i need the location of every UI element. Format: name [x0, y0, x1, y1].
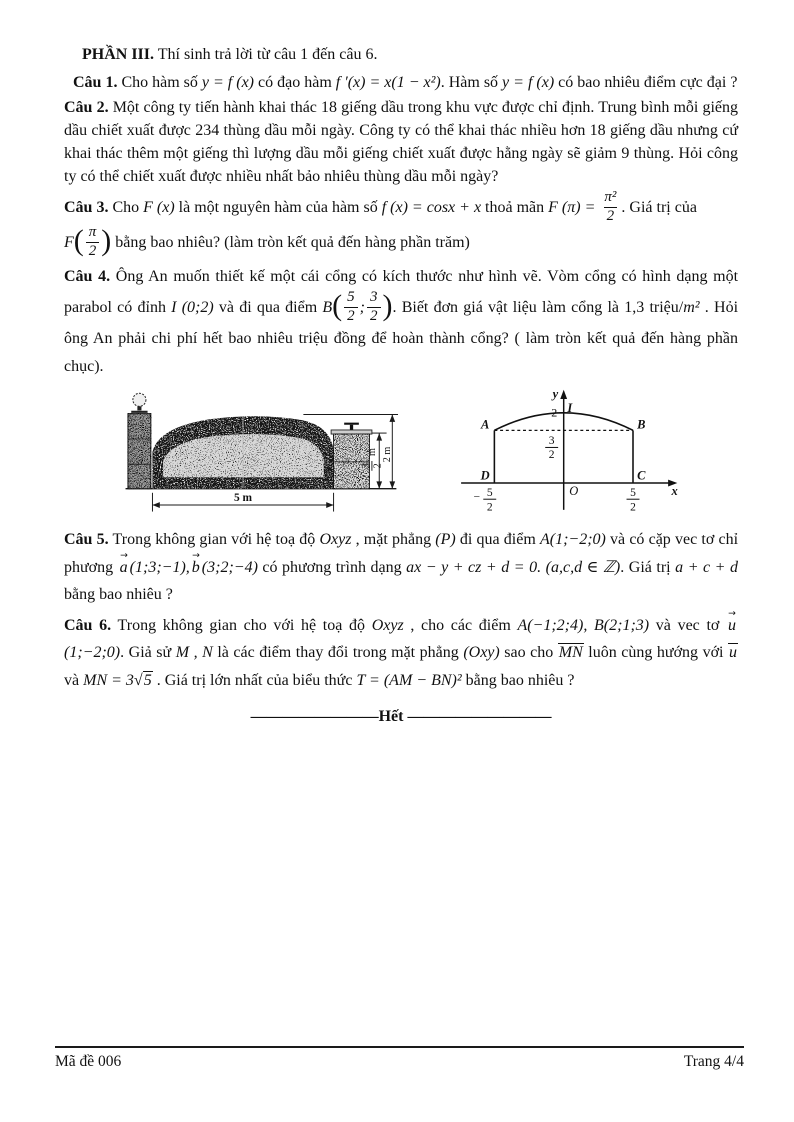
fraction	[344, 290, 358, 325]
close-paren: )	[101, 224, 112, 258]
exam-content	[64, 44, 738, 726]
text-run: Trong không gian cho với hệ toạ độ	[111, 616, 372, 634]
math-run: y = f (x)	[201, 73, 255, 91]
point-d-label: D	[480, 468, 490, 483]
question-label: Câu 1.	[73, 73, 118, 91]
fraction-denominator: 2	[86, 242, 100, 260]
text-run: . Giả sử	[120, 644, 176, 662]
question-label: Câu 6.	[64, 616, 112, 634]
text-run: . Hỏi ông An phải chi phí hết bao nhiêu triệu đồng để hoàn thành cổng? ( làm tròn kết quả đến hàng phần chục).	[64, 298, 739, 375]
origin-label: O	[569, 484, 579, 499]
gate-total-height-label	[382, 447, 393, 463]
text-run: và có cặp vec tơ chỉ phương	[64, 531, 739, 576]
math-run: m²	[683, 298, 700, 316]
math-run: I (0;2)	[171, 298, 214, 316]
math-run: F (x)	[143, 199, 175, 217]
math-run: F	[64, 233, 74, 251]
text-run: thoả mãn	[481, 199, 549, 217]
text-run: bằng bao nhiêu ?	[461, 671, 575, 689]
question-3	[64, 191, 738, 260]
gate-lamp-icon	[133, 394, 146, 407]
math-run: F (π) =	[548, 199, 600, 217]
math-run: T = (AM − BN)²	[356, 671, 462, 689]
vector-run: a →	[118, 554, 130, 582]
question-label: Câu 3.	[64, 199, 109, 217]
math-run: ax − y + cz + d = 0. (a,c,d ∈ ℤ)	[406, 558, 621, 576]
total-height-text: 2 m	[381, 447, 393, 463]
fraction-numerator: 3	[370, 288, 378, 305]
right-tick-numerator: 5	[630, 487, 636, 500]
text-run: bằng bao nhiêu? (làm tròn kết quả đến hàng phần trăm)	[111, 233, 470, 251]
text-run: Một công ty tiến hành khai thác 18 giếng dầu trong khu vực được chỉ định. Trung bình mỗi giếng dầu chiết xuất được 234 thùng dầu mỗi ngày. Công ty có thể khai thác nhiều hơn 18 giếng dầu nhưng cứ khai thác thêm một giếng thì lượng dầu mỗi giếng chiết xuất được hằng ngày sẽ giảm 9 thùng. Hỏi công ty có thể chiết xuất được nhiều nhất bảo nhiêu thùng dầu mỗi ngày?	[64, 99, 739, 185]
math-run: A(−1;2;4), B(2;1;3)	[517, 616, 650, 634]
question-1	[64, 72, 738, 95]
text-run: . Giá trị	[620, 558, 676, 576]
vector-run: b →	[190, 554, 202, 582]
point-c-label: C	[637, 468, 646, 483]
math-run: (3;2;−4)	[201, 558, 258, 576]
page-footer	[55, 1046, 744, 1071]
text-run: . Giá trị của	[621, 199, 697, 217]
right-tick-denominator: 2	[630, 501, 636, 514]
y-level-fraction	[545, 436, 558, 462]
overline-run: u	[729, 644, 738, 662]
math-run: MN = 3√	[83, 671, 143, 689]
open-paren: (	[73, 224, 84, 258]
axis-label-y: y	[552, 387, 559, 402]
page-number: Trang 4/4	[683, 1053, 744, 1070]
text-run: bằng bao nhiêu ?	[64, 586, 173, 604]
math-run: M , N	[175, 644, 213, 662]
math-run: (1;3;−1),	[129, 558, 190, 576]
level-denominator: 2	[548, 449, 555, 462]
text-run: đi qua điểm	[455, 531, 540, 549]
fraction-denominator: 2	[367, 307, 381, 325]
text-run: có phương trình dạng	[257, 558, 407, 576]
vertex-value-label: 2	[551, 405, 558, 420]
text-run: . Hàm số	[440, 73, 503, 91]
question-label: Câu 5.	[64, 531, 109, 549]
axis-label-x: x	[671, 484, 678, 499]
text-run: Cho hàm số	[117, 73, 202, 91]
math-run: f ′(x) = x(1 − x²)	[335, 73, 441, 91]
left-tick-denominator: 2	[486, 501, 493, 514]
text-run: Thí sinh trả lời từ câu 1 đến câu 6.	[154, 46, 378, 63]
math-run: (1;−2;0)	[64, 644, 121, 662]
open-paren: (	[332, 289, 343, 323]
part-iii-header	[64, 44, 738, 67]
text-run: và đi qua điểm	[213, 298, 323, 316]
text-run: luôn cùng hướng với	[583, 644, 729, 662]
gate-figure-image	[122, 390, 404, 514]
question-4	[64, 263, 738, 380]
text-run: Cho	[108, 199, 144, 217]
end-marker: ————————Hết —————————	[250, 708, 552, 726]
text-run: Ông An muốn thiết kế một cái cổng có kích thước như hình vẽ. Vòm cổng có hình dạng một parabol có đỉnh	[64, 268, 739, 316]
pillar-height-denominator: 2	[372, 463, 384, 469]
vertex-label: I	[567, 401, 573, 416]
text-run: . Biết đơn giá vật liệu làm cổng là 1,3 triệu/	[392, 298, 684, 316]
figure-row	[64, 386, 738, 524]
math-run: ;	[359, 298, 365, 316]
math-run: a + c + d	[675, 558, 738, 576]
parabola-graph	[444, 386, 688, 520]
fraction-denominator: 2	[604, 207, 618, 225]
fraction	[367, 290, 381, 325]
text-run: , mặt phẳng	[351, 531, 436, 549]
point-b-label: B	[637, 417, 646, 432]
math-run: Oxyz	[319, 531, 352, 549]
fraction-numerator: π²	[604, 189, 617, 206]
x-tick-left-fraction	[474, 487, 497, 513]
text-run: sao cho	[499, 644, 558, 662]
question-2	[64, 97, 738, 188]
math-run: B	[322, 298, 333, 316]
math-run: (P)	[435, 531, 456, 549]
text-run: có bao nhiêu điểm cực đại ?	[554, 73, 738, 91]
text-run: Trong không gian với hệ toạ độ	[108, 531, 320, 549]
math-run: (Oxy)	[463, 644, 500, 662]
text-run: và	[64, 671, 84, 689]
question-label: Câu 2.	[64, 99, 109, 117]
math-run: A(1;−2;0)	[539, 531, 606, 549]
question-5	[64, 526, 738, 609]
fraction	[601, 190, 619, 225]
gate-left-pillar	[128, 414, 151, 489]
math-run: f (x) = cosx + x	[381, 199, 482, 217]
text-run: và vec tơ	[649, 616, 727, 634]
pillar-height-numerator: 3	[361, 463, 373, 469]
gate-right-pillar-cap	[331, 430, 372, 434]
fraction-numerator: 5	[347, 288, 355, 305]
math-run: Oxyz	[371, 616, 404, 634]
level-numerator: 3	[548, 435, 555, 448]
fraction	[86, 225, 100, 260]
close-paren: )	[382, 289, 393, 323]
left-tick-minus: −	[473, 491, 481, 504]
pillar-height-unit: m	[366, 448, 378, 457]
exam-code: Mã đề 006	[55, 1053, 122, 1070]
gate-width-label: 5 m	[233, 492, 253, 505]
y-axis-arrow-icon	[560, 390, 567, 399]
x-tick-right-fraction	[627, 487, 640, 513]
question-6	[64, 612, 738, 695]
text-run: là một nguyên hàm của hàm số	[174, 199, 382, 217]
text-run: . Giá trị lớn nhất của biểu thức	[152, 671, 357, 689]
fraction-denominator: 2	[344, 307, 358, 325]
text-run: có đạo hàm	[254, 73, 336, 91]
gate-right-lamp-icon	[344, 423, 359, 425]
fraction-numerator: π	[88, 223, 97, 240]
gate-drawing	[126, 394, 398, 512]
point-a-label: A	[480, 417, 490, 432]
question-label: Câu 4.	[64, 268, 111, 286]
overline-run: 5	[143, 671, 152, 689]
left-tick-numerator: 5	[486, 487, 493, 500]
math-run: y = f (x)	[502, 73, 555, 91]
text-run: là các điểm thay đổi trong mặt phẳng	[212, 644, 464, 662]
vector-run: u →	[726, 612, 738, 640]
overline-run: MN	[558, 644, 583, 662]
text-run: , cho các điểm	[403, 616, 518, 634]
question-label: PHẦN III.	[82, 46, 155, 63]
